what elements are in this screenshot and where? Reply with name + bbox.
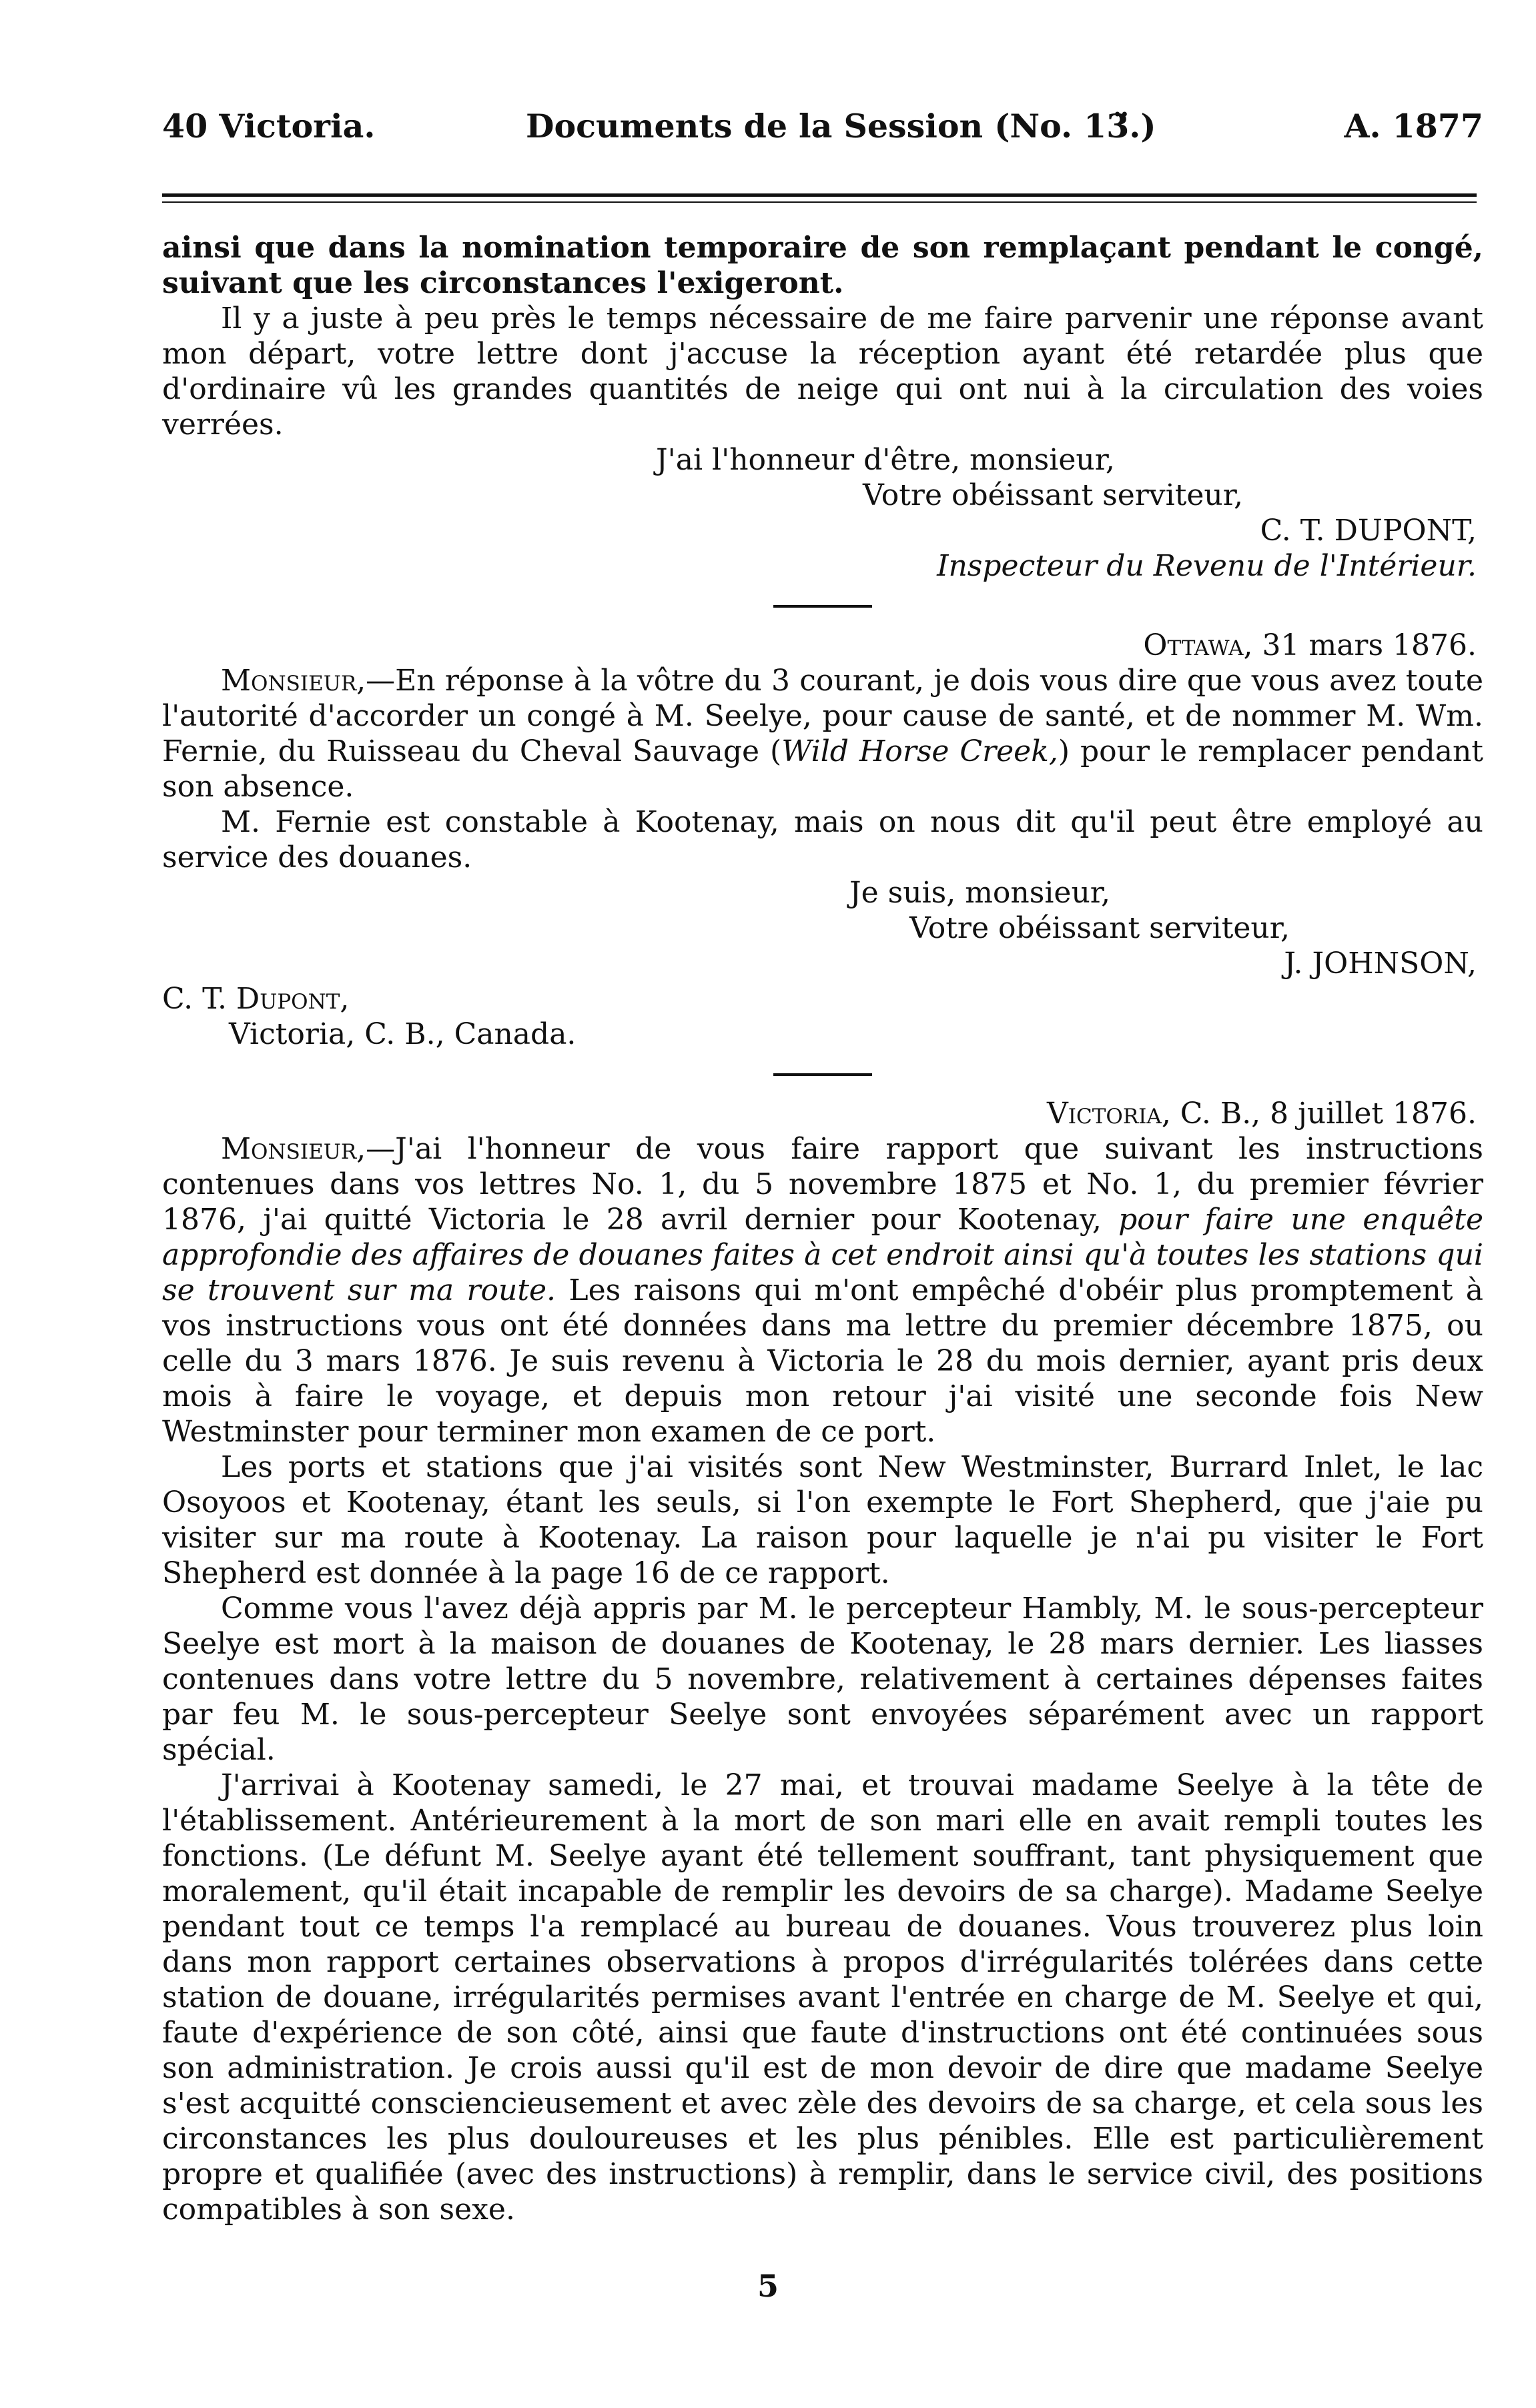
letter2-place: Ottawa [1143,628,1244,662]
letter3-paragraph3: Comme vous l'avez déjà appris par M. le percepteur Hambly, M. le sous-percepteur Seelye est mort à la maison de douanes de Kootenay, le 28 mars dernier. Les liasses contenues dans votre lettre du 5 novembre, relativement à certaines dépenses faites par feu M. le sous-percepteur Seelye sont envoyées séparément avec un rapport spécial. [162,1592,1483,1767]
letter3-paragraph1 [162,1131,1483,1449]
separator-rule-2 [773,1073,872,1076]
letter2-paragraph2: M. Fernie est constable à Kootenay, mais on nous dit qu'il peut être employé au service des douanes. [162,805,1483,874]
letter3-paragraph2: Les ports et stations que j'ai visités sont New Westminster, Burrard Inlet, le lac Osoyoos et Kootenay, étant les seuls, si l'on exempte le Fort Shepherd, que j'aie pu visiter sur ma route à Kootenay. La raison pour laquelle je n'ai pu visiter le Fort Shepherd est donnée à la page 16 de ce rapport. [162,1450,1483,1590]
header-year: A. 1877 [1344,107,1483,145]
body-text [162,230,1483,2227]
letter3-paragraph1-b: Les raisons qui m'ont empêché d'obéir plus promptement à vos instructions vous ont été données dans ma lettre du premier décembre 1875, ou celle du 3 mars 1876. Je suis revenu à Victoria le 28 du mois dernier, ayant pris deux mois à faire le voyage, et depuis mon retour j'ai visité une seconde fois New Westminster pour terminer mon examen de ce port. [162,1273,1483,1449]
header-rule-thin [162,201,1477,203]
letter1-signature: C. T. DUPONT, [1260,514,1477,548]
page-number: 5 [757,2268,779,2304]
header-rule-thick [162,193,1477,197]
letter3-paragraph1-italic: pour faire une enquête approfondie des affaires de douanes faites à cet endroit ainsi qu'à toutes les stations qui se trouvent sur ma route. [162,1203,1483,1307]
letter3-salutation: Monsieur, [221,1132,366,1166]
letter2-paragraph1-b: ) pour le remplacer pendant son absence. [162,734,1483,804]
letter2-dateline [162,628,1483,663]
addressee-name-text: C. T. Dupont, [162,982,350,1016]
letter3-paragraph4: J'arrivai à Kootenay samedi, le 27 mai, et trouvai madame Seelye à la tête de l'établissement. Antérieurement à la mort de son mari elle en avait rempli toutes les fonctions. (Le défunt M. Seelye ayant été tellement souffrant, tant physiquement que moralement, qu'il était incapable de remplir les devoirs de sa charge). Madame Seelye pendant tout ce temps l'a remplacé au bureau de douanes. Vous trouverez plus loin dans mon rapport certaines observations à propos d'irrégularités tolérées dans cette station de douane, irrégularités permises avant l'entrée en charge de M. Seelye et qui, faute d'expérience de son côté, ainsi que faute d'instructions ont été continuées sous son administration. Je crois aussi qu'il est de mon devoir de dire que madame Seelye s'est acquitté consciencieusement et avec zèle des devoirs de sa charge, et cela sous les circonstances les plus douloureuses et les plus pénibles. Elle est particulièrement propre et qualifiée (avec des instructions) à remplir, dans le service civil, des positions compatibles à son sexe. [162,1768,1483,2227]
header-title: Documents de la Session (No. 13̈.) [526,107,1156,145]
letter2-addressee-name [162,981,1483,1017]
letter3-paragraph1-a: —J'ai l'honneur de vous faire rapport que suivant les instructions contenues dans vos lettres No. 1, du 5 novembre 1875 et No. 1, du premier février 1876, j'ai quitté Victoria le 28 avril dernier pour Kootenay, [162,1132,1483,1237]
letter1-closing2: Votre obéissant serviteur, [863,478,1243,512]
letter2-date: , 31 mars 1876. [1243,628,1477,662]
letter2-paragraph1-a: —En réponse à la vôtre du 3 courant, je dois vous dire que vous avez toute l'autorité d'accorder un congé à M. Seelye, pour cause de santé, et de nommer M. Wm. Fernie, du Ruisseau du Cheval Sauvage ( [162,664,1483,768]
letter2-closing1: Je suis, monsieur, [849,876,1110,910]
letter3-date: , C. B., 8 juillet 1876. [1161,1097,1477,1131]
letter3-place: Victoria [1047,1097,1162,1131]
page-header [162,107,1483,153]
letter1-closing1: J'ai l'honneur d'être, monsieur, [656,443,1115,477]
header-volume: 40 Victoria. [162,107,376,145]
letter2-addressee-place: Victoria, C. B., Canada. [229,1017,577,1051]
letter1-paragraph2: Il y a juste à peu près le temps nécessaire de me faire parvenir une réponse avant mon départ, votre lettre dont j'accuse la réception ayant été retardée plus que d'ordinaire vû les grandes quantités de neige qui ont nui à la circulation des voies verrées. [162,302,1483,442]
letter1-signer-title: Inspecteur du Revenu de l'Intérieur. [937,549,1477,583]
letter3-dateline [162,1096,1483,1131]
letter2-paragraph1 [162,663,1483,804]
letter1-paragraph1: ainsi que dans la nomination temporaire de son remplaçant pendant le congé, suivant que les circonstances l'exigeront. [162,231,1483,300]
separator-rule [773,605,872,608]
letter2-paragraph1-italic: Wild Horse Creek, [781,734,1058,768]
letter2-salutation: Monsieur, [221,664,366,698]
letter2-closing2: Votre obéissant serviteur, [909,911,1290,945]
letter2-signature: J. JOHNSON, [1284,947,1477,981]
